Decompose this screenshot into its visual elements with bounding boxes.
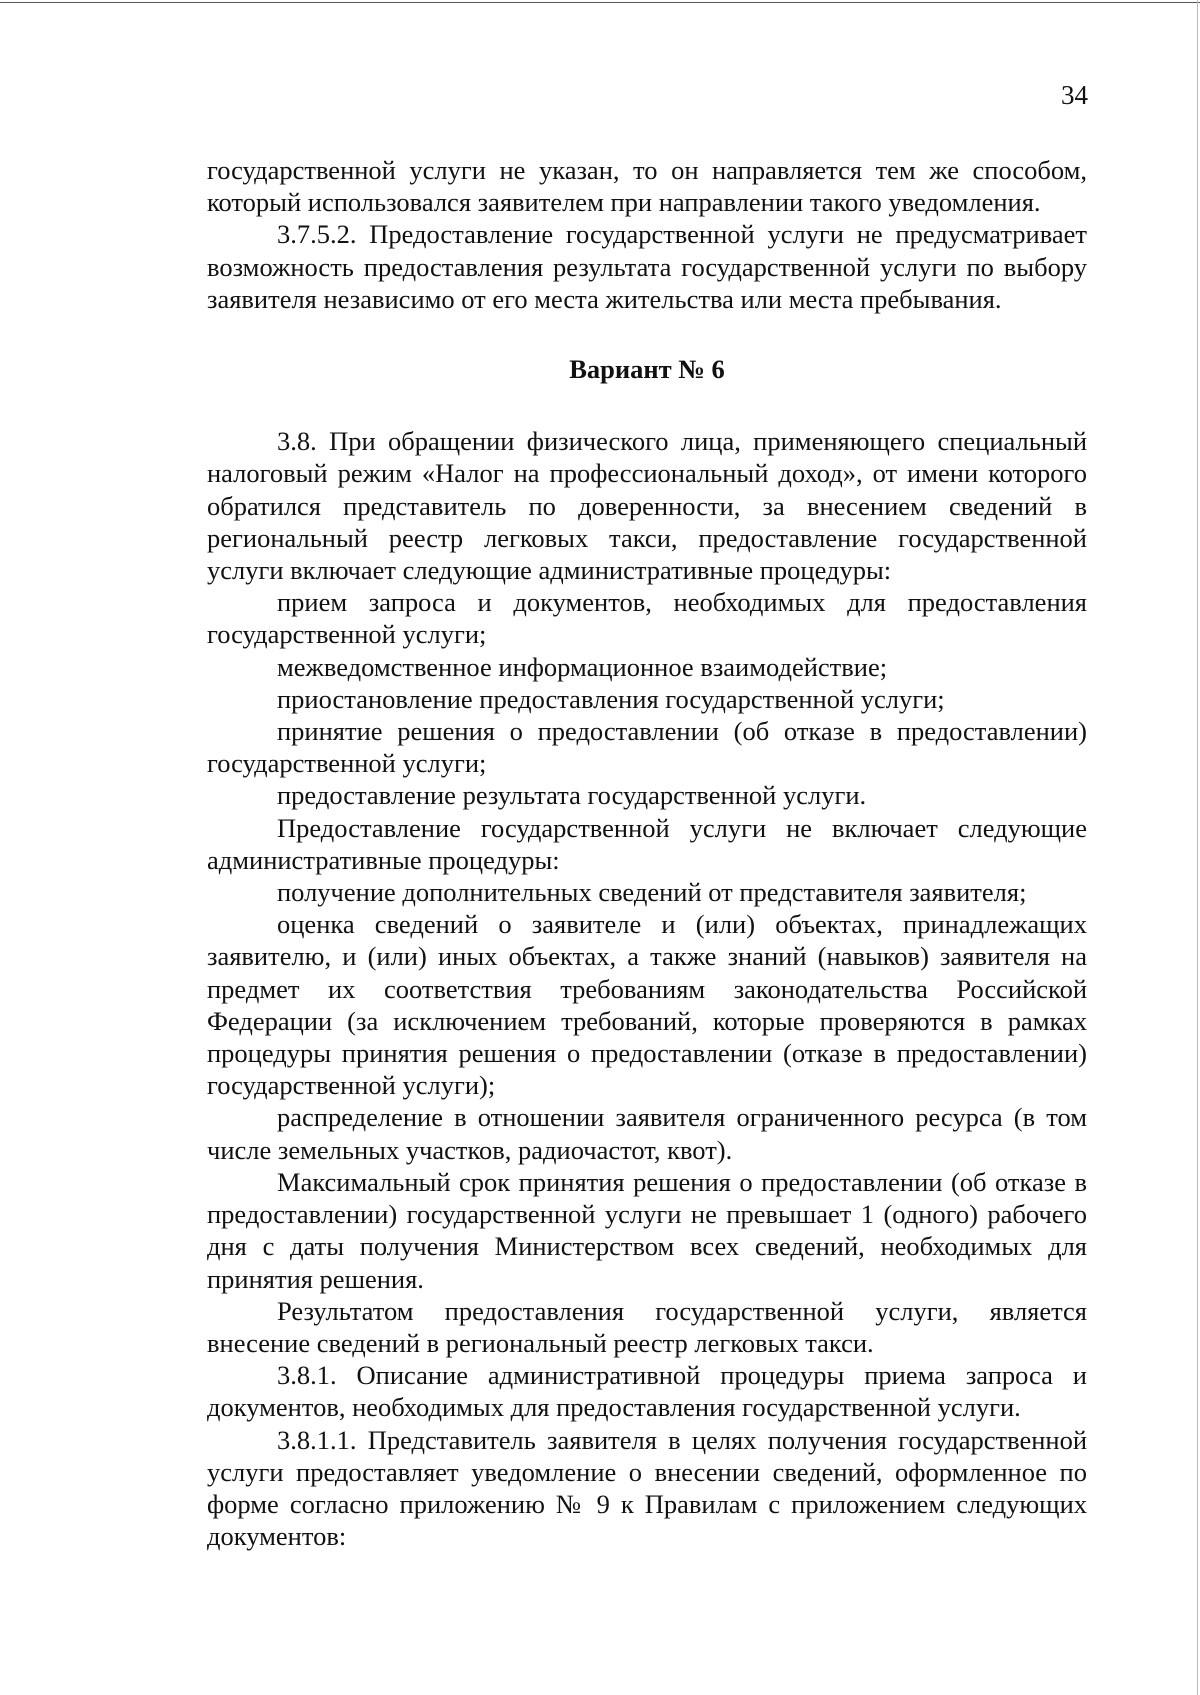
document-body — [207, 154, 1087, 1552]
list-item: межведомственное информационное взаимодействие; — [277, 651, 888, 682]
scan-edge-top — [0, 2, 1200, 3]
section-heading: Вариант № 6 — [569, 354, 725, 385]
list-item: приостановление предоставления государственной услуги; — [277, 683, 945, 714]
paragraph: Результатом предоставления государственной услуги, является внесение сведений в региональный реестр легковых такси. — [207, 1295, 1087, 1358]
list-item: распределение в отношении заявителя ограниченного ресурса (в том числе земельных участков, радиочастот, квот). — [207, 1102, 1087, 1165]
page-number: 34 — [1061, 80, 1088, 110]
paragraph: Предоставление государственной услуги не включает следующие административные процедуры: — [207, 812, 1087, 875]
paragraph: Максимальный срок принятия решения о предоставлении (об отказе в предоставлении) государственной услуги не превышает 1 (одного) рабочего дня с даты получения Министерством всех сведений, необходимых для принятия решения. — [207, 1166, 1087, 1294]
paragraph: 3.8.1. Описание административной процедуры приема запроса и документов, необходимых для предоставления государственной услуги. — [207, 1360, 1087, 1423]
list-item: принятие решения о предоставлении (об отказе в предоставлении) государственной услуги; — [207, 716, 1087, 779]
paragraph: государственной услуги не указан, то он направляется тем же способом, который использовался заявителем при направлении такого уведомления. — [207, 155, 1087, 218]
list-item: предоставление результата государственной услуги. — [277, 780, 867, 811]
list-item: прием запроса и документов, необходимых для предоставления государственной услуги; — [207, 587, 1087, 650]
paragraph: 3.7.5.2. Предоставление государственной услуги не предусматривает возможность предоставления результата государственной услуги по выбору заявителя независимо от его места жительства или места пребывания. — [207, 219, 1087, 314]
scan-edge-right — [1197, 0, 1198, 1695]
list-item: получение дополнительных сведений от представителя заявителя; — [277, 877, 1027, 908]
paragraph: 3.8.1.1. Представитель заявителя в целях получения государственной услуги предоставляет уведомление о внесении сведений, оформленное по форме согласно приложению № 9 к Правилам с приложением следующих документов: — [207, 1424, 1087, 1552]
list-item: оценка сведений о заявителе и (или) объектах, принадлежащих заявителю, и (или) иных объектах, а также знаний (навыков) заявителя на предмет их соответствия требованиям законодательства Российской Федерации (за исключением требований, которые проверяются в рамках процедуры принятия решения о предоставлении (отказе в предоставлении) государственной услуги); — [207, 909, 1087, 1101]
paragraph: 3.8. При обращении физического лица, применяющего специальный налоговый режим «Налог на профессиональный доход», от имени которого обратился представитель по доверенности, за внесением сведений в региональный реестр легковых такси, предоставление государственной услуги включает следующие административные процедуры: — [207, 426, 1087, 586]
